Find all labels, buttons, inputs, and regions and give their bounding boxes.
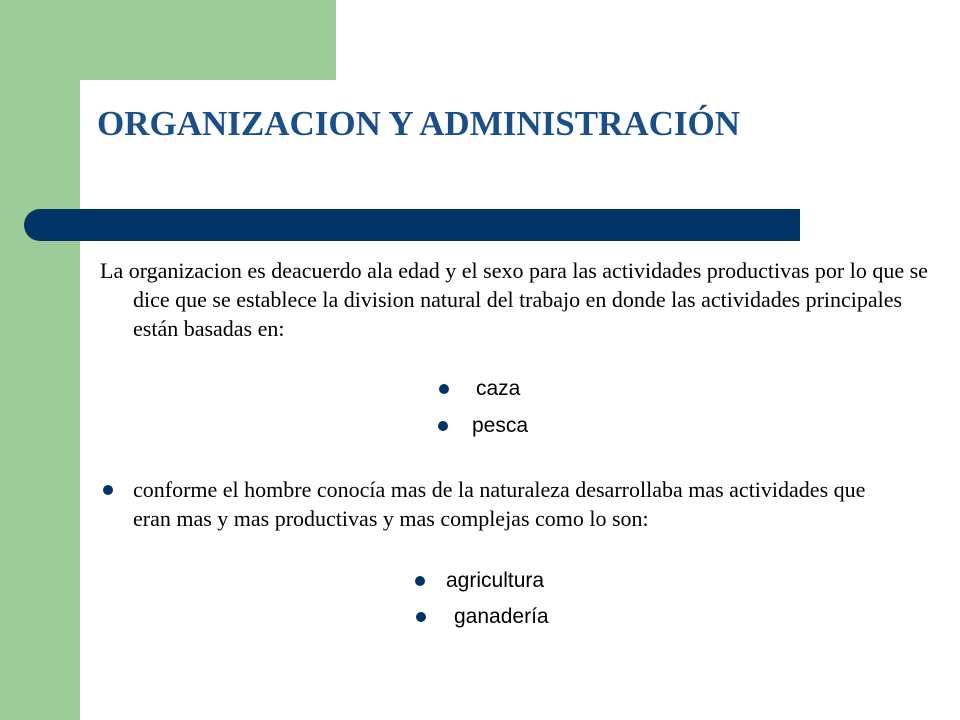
sub-bullet-agricultura — [415, 566, 544, 595]
bullet-dot-icon — [438, 421, 448, 431]
sub-bullet-label: pesca — [472, 414, 529, 437]
bullet-dot-icon — [415, 576, 425, 586]
bullet-dot-icon — [439, 384, 449, 394]
sub-bullet-label: caza — [476, 377, 521, 400]
slide-title: ORGANIZACION Y ADMINISTRACIÓN — [97, 104, 741, 143]
left-decorative-band — [0, 0, 80, 720]
top-decorative-band — [80, 0, 336, 80]
main-bullet-text: conforme el hombre conocía mas de la naturaleza desarrollaba mas actividades que eran mas y mas productivas y mas complejas como lo son: — [133, 477, 866, 531]
title-divider-bar — [24, 209, 800, 241]
sub-bullet-label: ganadería — [454, 605, 549, 628]
bullet-dot-icon — [103, 485, 113, 495]
sub-bullet-label: agricultura — [446, 569, 545, 592]
sub-bullet-pesca — [438, 411, 528, 440]
main-bullet-item — [100, 475, 900, 533]
sub-bullet-caza — [439, 374, 520, 403]
intro-paragraph: La organizacion es deacuerdo ala edad y el sexo para las actividades productivas por lo que se dice que se establece la division natural del trabajo en donde las actividades principales están basadas en: — [100, 258, 928, 341]
sub-bullet-ganaderia — [416, 602, 549, 631]
bullet-dot-icon — [416, 612, 426, 622]
